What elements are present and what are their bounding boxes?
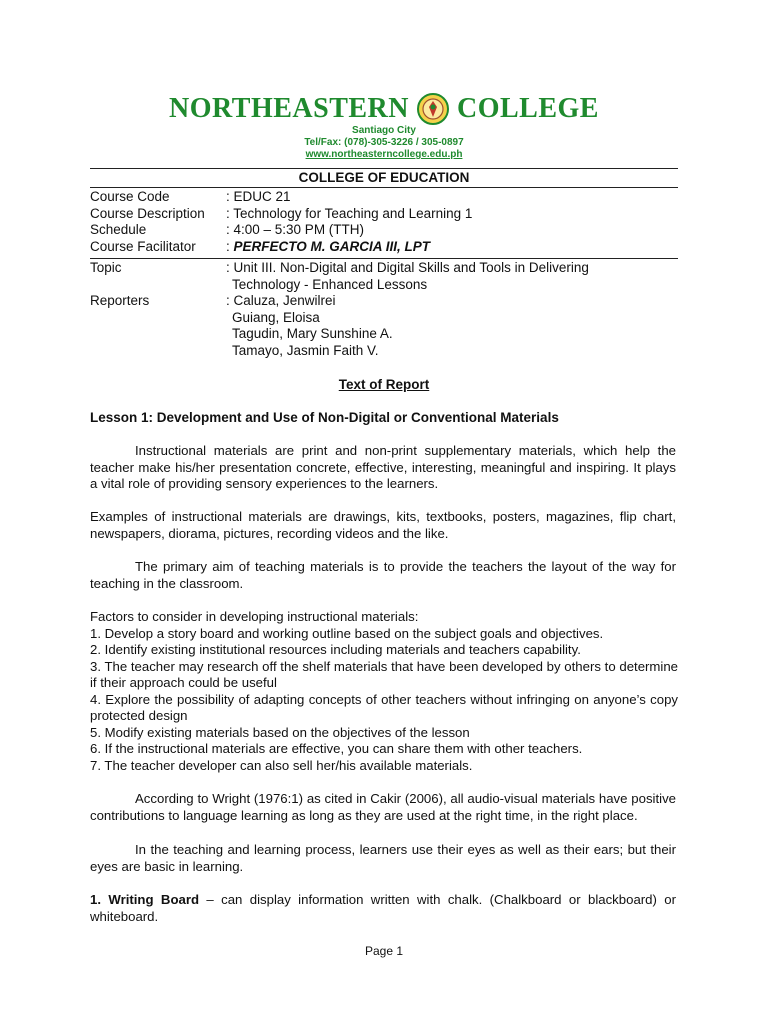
factor-item-4: 4. Explore the possibility of adapting concepts of other teachers without infringing on anyone’s copy protected design: [90, 691, 678, 723]
reporter-3: Tagudin, Mary Sunshine A.: [232, 326, 393, 341]
course-description-value: : Technology for Teaching and Learning 1: [226, 205, 473, 221]
facilitator-prefix: :: [226, 238, 234, 254]
header-bottom-rule: [90, 187, 678, 188]
topic-row-2: [90, 277, 690, 294]
website-link[interactable]: www.northeasterncollege.edu.ph: [305, 149, 463, 160]
reporters-row-3: [90, 326, 690, 343]
spacer: [90, 326, 226, 343]
report-title: Text of Report: [338, 377, 430, 392]
course-code-value: : EDUC 21: [226, 189, 291, 204]
reporters-row-4: [90, 343, 690, 360]
header-top-rule: [90, 168, 678, 169]
topic-value-line-1: : Unit III. Non-Digital and Digital Skills and Tools in Delivering: [226, 260, 589, 275]
topic-row: [90, 260, 690, 277]
spacer: [90, 343, 226, 360]
brand-row: [0, 93, 768, 125]
paragraph-5: In the teaching and learning process, learners use their eyes as well as their ears; but their eyes are basic in learning.: [90, 842, 676, 874]
course-description-label: Course Description: [90, 205, 205, 221]
factor-item-7: 7. The teacher developer can also sell her/his available materials.: [90, 757, 473, 773]
facilitator-value-wrap: [226, 239, 690, 256]
reporters-row: [90, 293, 690, 310]
info-divider-rule: [90, 258, 678, 259]
writing-board-item: [90, 892, 676, 925]
reporters-row-2: [90, 310, 690, 327]
topic-value-line-2: Technology - Enhanced Lessons: [232, 276, 428, 292]
course-info-block: [90, 189, 690, 255]
factors-list: [90, 609, 678, 774]
college-seal-icon: [417, 93, 449, 125]
facilitator-row: [90, 239, 690, 256]
course-code-label: Course Code: [90, 189, 170, 204]
factor-item-6: 6. If the instructional materials are effective, you can share them with other teachers.: [90, 741, 583, 756]
brand-right-word: COLLEGE: [456, 93, 599, 124]
schedule-value: : 4:00 – 5:30 PM (TTH): [226, 222, 365, 237]
paragraph-1: Instructional materials are print and non-print supplementary materials, which help the teacher make his/her presentation concrete, effective, interesting, meaningful and inspiring. It plays a vital role of providing sensory experiences to the learners.: [90, 443, 676, 491]
factors-title: Factors to consider in developing instructional materials:: [90, 609, 419, 624]
telfax-text: Tel/Fax: (078)-305-3226 / 305-0897: [304, 137, 464, 148]
reporter-2: Guiang, Eloisa: [232, 309, 320, 325]
brand-left-word: NORTHEASTERN: [169, 93, 409, 124]
paragraph-2: Examples of instructional materials are drawings, kits, textbooks, posters, magazines, flip chart, newspapers, diorama, pictures, recording videos and the like.: [90, 509, 676, 541]
college-header: [0, 93, 768, 161]
factor-item-2: 2. Identify existing institutional resources including materials and teachers capability.: [90, 642, 581, 657]
topic-block: [90, 260, 690, 359]
reporters-label: Reporters: [90, 293, 150, 308]
reporter-1: : Caluza, Jenwilrei: [226, 293, 336, 308]
college-title: COLLEGE OF EDUCATION: [298, 170, 470, 185]
topic-label: Topic: [90, 260, 122, 275]
course-description-row: [90, 206, 690, 223]
spacer: [90, 277, 226, 294]
writing-board-desc: – can display information written with chalk. (Chalkboard or blackboard) or whiteboard.: [90, 892, 676, 924]
course-code-row: [90, 189, 690, 206]
writing-board-term: 1. Writing Board: [90, 892, 200, 907]
paragraph-3: The primary aim of teaching materials is to provide the teachers the layout of the way for teaching in the classroom.: [90, 559, 676, 591]
factor-item-1: 1. Develop a story board and working outline based on the subject goals and objectives.: [90, 625, 604, 641]
facilitator-name: PERFECTO M. GARCIA III, LPT: [233, 238, 431, 254]
city-text: Santiago City: [352, 125, 416, 136]
factor-item-5: 5. Modify existing materials based on the objectives of the lesson: [90, 724, 470, 740]
lesson-title: Lesson 1: Development and Use of Non-Digital or Conventional Materials: [90, 410, 559, 425]
paragraph-4: According to Wright (1976:1) as cited in Cakir (2006), all audio-visual materials have positive contributions to language learning as long as they are used at the right time, in the right place.: [90, 791, 676, 823]
schedule-label: Schedule: [90, 222, 147, 237]
spacer: [90, 310, 226, 327]
schedule-row: [90, 222, 690, 239]
factor-item-3: 3. The teacher may research off the shelf materials that have been developed by others to determine if their approach could be useful: [90, 658, 678, 690]
facilitator-label: Course Facilitator: [90, 238, 196, 254]
page-number: Page 1: [364, 944, 404, 958]
reporter-4: Tamayo, Jasmin Faith V.: [232, 342, 379, 358]
